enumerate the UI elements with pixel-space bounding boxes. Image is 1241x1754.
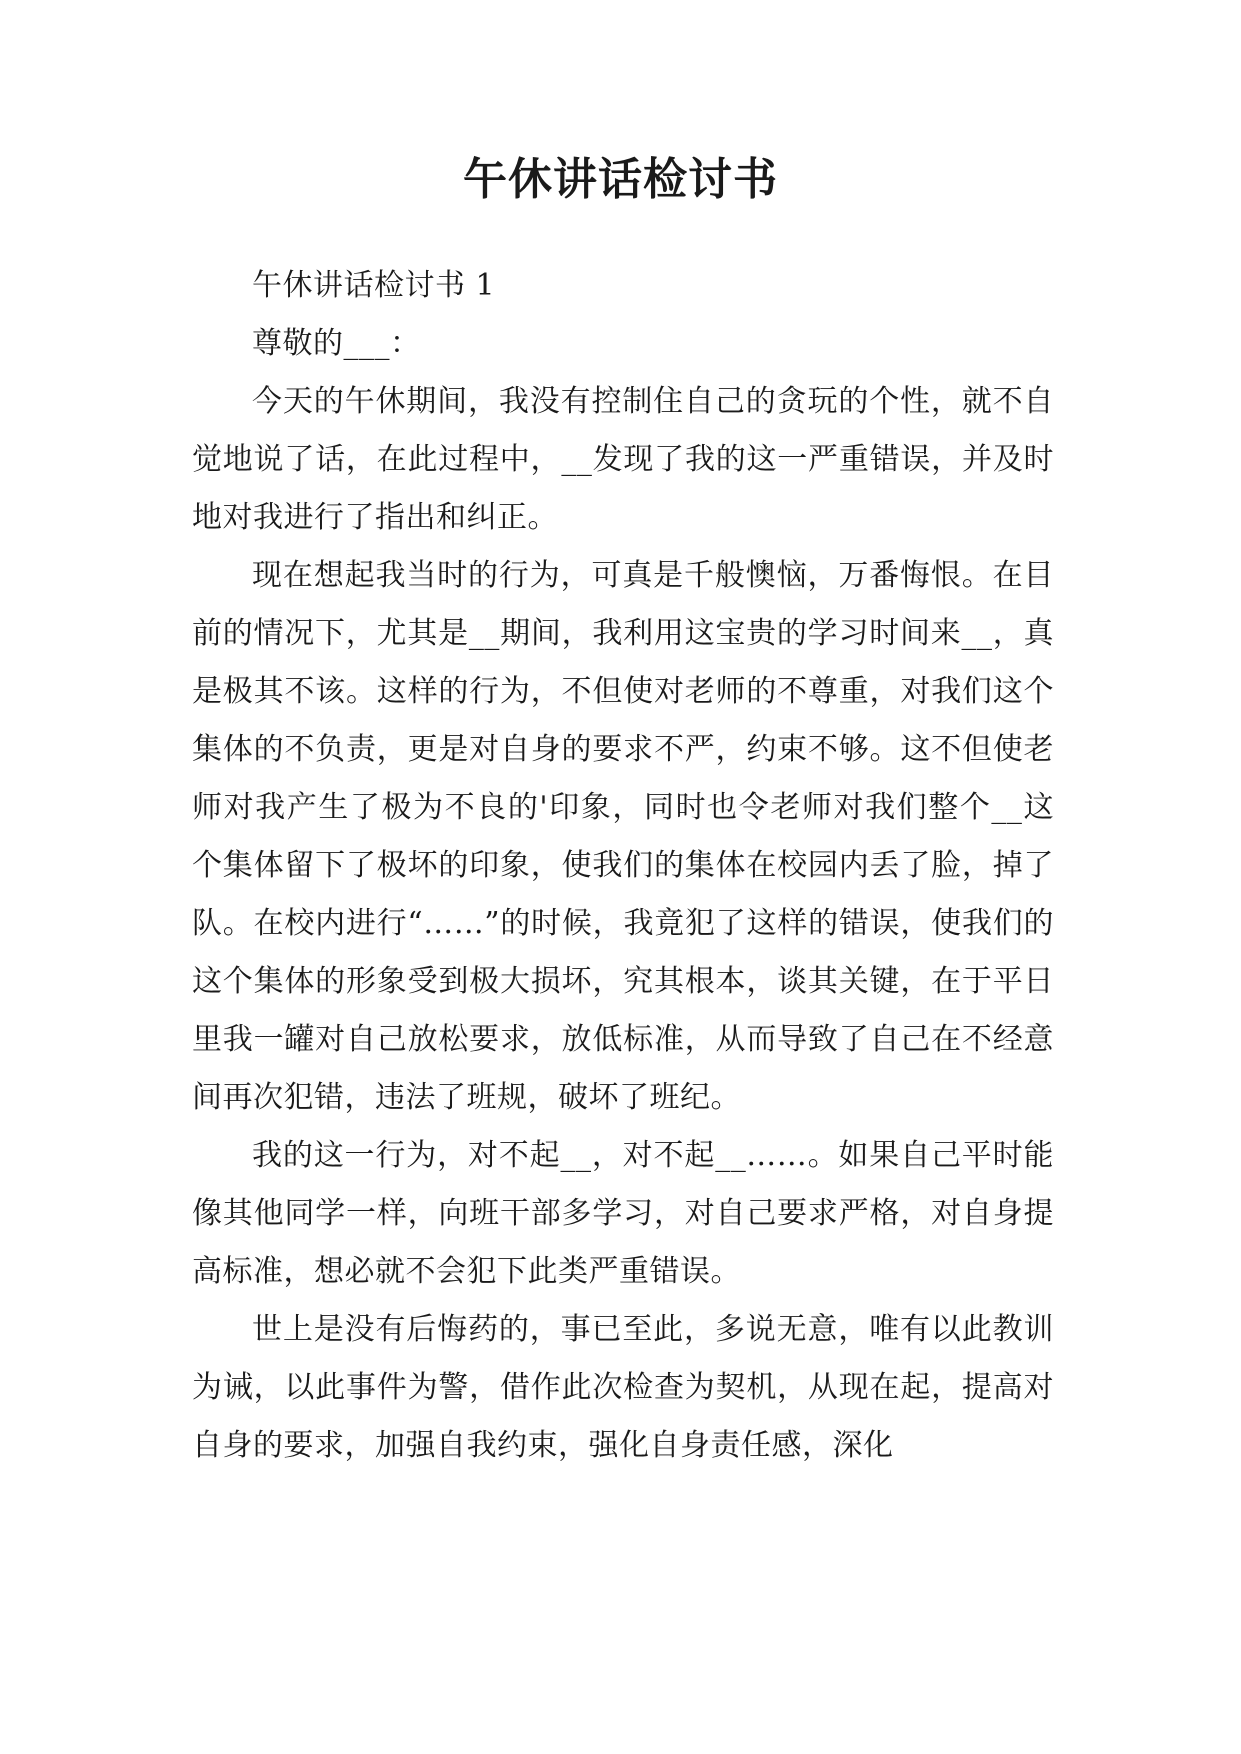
paragraph: 现在想起我当时的行为，可真是千般懊恼，万番悔恨。在目前的情况下，尤其是__期间，我利用这宝贵的学习时间来__，真是极其不该。这样的行为，不但使对老师的不尊重，对我们这个集体的不负责，更是对自身的要求不严，约束不够。这不但使老师对我产生了极为不良的'印象，同时也令老师对我们整个__这个集体留下了极坏的印象，使我们的集体在校园内丢了脸，掉了队。在校内进行“……”的时候，我竟犯了这样的错误，使我们的这个集体的形象受到极大损坏，究其根本，谈其关键，在于平日里我一罐对自己放松要求，放低标准，从而导致了自己在不经意间再次犯错，违法了班规，破坏了班纪。 [192, 558, 1054, 1115]
salutation: 尊敬的___： [252, 326, 421, 361]
paragraph: 我的这一行为，对不起__，对不起__……。如果自己平时能像其他同学一样，向班干部多学习，对自己要求严格，对自身提高标准，想必就不会犯下此类严重错误。 [192, 1138, 1054, 1289]
paragraph: 世上是没有后悔药的，事已至此，多说无意，唯有以此教训为诫，以此事件为警，借作此次检查为契机，从现在起，提高对自身的要求，加强自我约束，强化自身责任感，深化 [192, 1312, 1054, 1463]
paragraph: 今天的午休期间，我没有控制住自己的贪玩的个性，就不自觉地说了话，在此过程中，__发现了我的这一严重错误，并及时地对我进行了指出和纠正。 [192, 384, 1054, 535]
document-body [192, 257, 1054, 1475]
section-heading: 午休讲话检讨书 1 [252, 268, 496, 303]
document-title: 午休讲话检讨书 [463, 154, 778, 205]
